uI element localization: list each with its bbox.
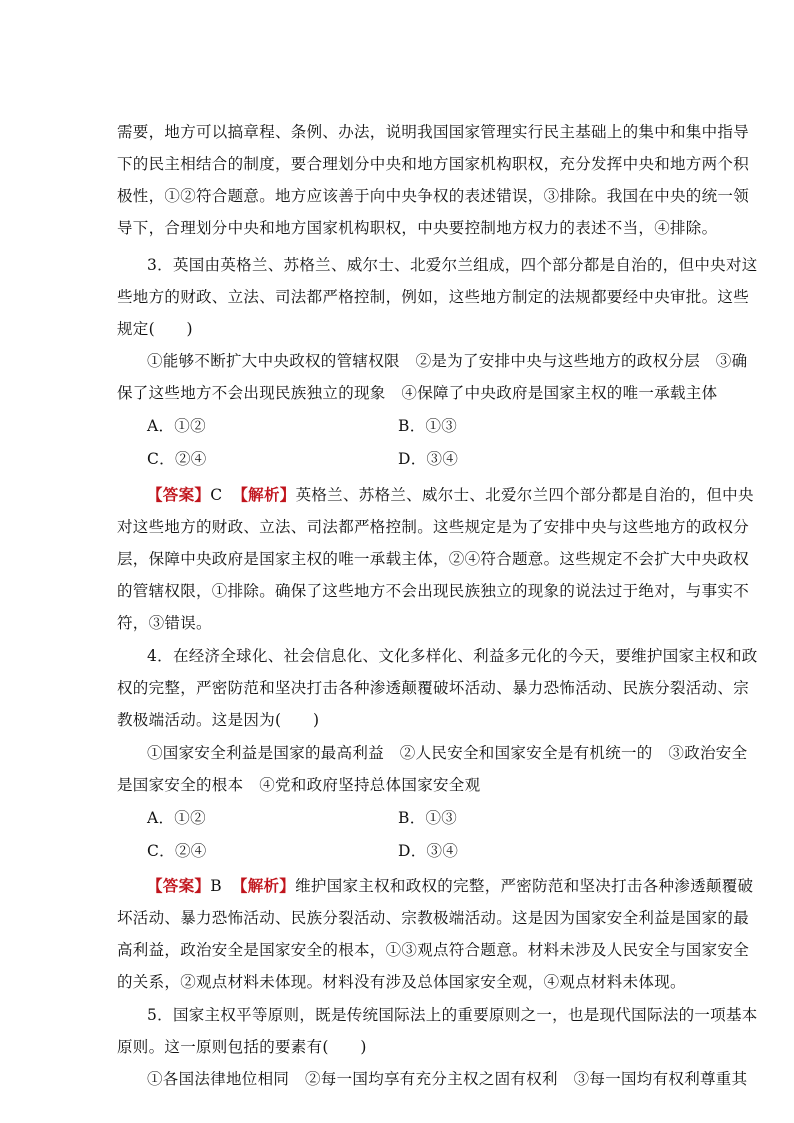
- text-line: 需要，地方可以搞章程、条例、办法，说明我国国家管理实行民主基础上的集中和集中指导: [117, 123, 750, 141]
- q4-option-b: B．①③: [398, 809, 458, 827]
- q5-stem: 原则。这一原则包括的要素有( ): [117, 1038, 367, 1056]
- q3-analysis: 对这些地方的财政、立法、司法都严格控制。这些规定是为了安排中央与这些地方的政权分: [117, 518, 750, 536]
- q4-item: 是国家安全的根本 ④党和政府坚持总体国家安全观: [117, 776, 481, 794]
- q4-option-d: D．③④: [398, 842, 459, 860]
- q4-analysis: 的关系，②观点材料未体现。材料没有涉及总体国家安全观，④观点材料未体现。: [117, 973, 686, 991]
- q3-item: ①能够不断扩大中央政权的管辖权限 ②是为了安排中央与这些地方的政权分层 ③确: [147, 352, 748, 370]
- analysis-text: 维护国家主权和政权的完整，严密防范和坚决打击各种渗透颠覆破: [295, 877, 754, 895]
- analysis-tag: 【解析】: [231, 876, 296, 895]
- q4-stem: 4．在经济全球化、社会信息化、文化多样化、利益多元化的今天，要维护国家主权和政: [147, 647, 758, 665]
- q3-analysis: 的管辖权限，①排除。确保了这些地方不会出现民族独立的现象的说法过于绝对，与事实不: [117, 582, 750, 600]
- q3-analysis: 层，保障中央政府是国家主权的唯一承载主体，②④符合题意。这些规定不会扩大中央政权: [117, 550, 750, 568]
- q5-stem: 5．国家主权平等原则，既是传统国际法上的重要原则之一，也是现代国际法的一项基本: [147, 1006, 758, 1024]
- answer-tag: 【答案】: [147, 485, 211, 504]
- q3-option-b: B．①③: [398, 417, 458, 435]
- q3-analysis: 符，③错误。: [117, 614, 212, 632]
- q3-stem: 规定( ): [117, 320, 193, 338]
- q4-stem: 权的完整，严密防范和坚决打击各种渗透颠覆破坏活动、暴力恐怖活动、民族分裂活动、宗: [117, 679, 750, 697]
- q3-option-d: D．③④: [398, 450, 459, 468]
- q3-option-c: C．②④: [147, 450, 207, 468]
- answer-tag: 【答案】: [147, 876, 211, 895]
- answer-value: B: [210, 877, 222, 895]
- q4-option-a: A．①②: [147, 809, 206, 827]
- q4-item: ①国家安全利益是国家的最高利益 ②人民安全和国家安全是有机统一的 ③政治安全: [147, 744, 748, 762]
- q3-item: 保了这些地方不会出现民族独立的现象 ④保障了中央政府是国家主权的唯一承载主体: [117, 384, 718, 402]
- q3-option-a: A．①②: [147, 417, 206, 435]
- analysis-tag: 【解析】: [232, 485, 296, 504]
- q4-option-c: C．②④: [147, 842, 207, 860]
- q4-answer-line: [147, 875, 753, 897]
- text-line: 导下，合理划分中央和地方国家机构职权，中央要控制地方权力的表述不当，④排除。: [117, 219, 718, 237]
- answer-value: C: [210, 486, 223, 504]
- q4-analysis: 高利益，政治安全是国家安全的根本，①③观点符合题意。材料未涉及人民安全与国家安全: [117, 941, 750, 959]
- q4-stem: 教极端活动。这是因为( ): [117, 711, 320, 729]
- q5-item: ①各国法律地位相同 ②每一国均享有充分主权之固有权利 ③每一国均有权利尊重其: [147, 1070, 748, 1088]
- q3-stem: 3．英国由英格兰、苏格兰、威尔士、北爱尔兰组成，四个部分都是自治的，但中央对这: [147, 256, 758, 274]
- text-line: 极性，①②符合题意。地方应该善于向中央争权的表述错误，③排除。我国在中央的统一领: [117, 187, 750, 205]
- text-line: 下的民主相结合的制度，要合理划分中央和地方国家机构职权，充分发挥中央和地方两个积: [117, 155, 750, 173]
- q3-stem: 些地方的财政、立法、司法都严格控制，例如，这些地方制定的法规都要经中央审批。这些: [117, 288, 750, 306]
- q3-answer-line: [147, 484, 754, 506]
- analysis-text: 英格兰、苏格兰、威尔士、北爱尔兰四个部分都是自治的，但中央: [295, 486, 754, 504]
- q4-analysis: 坏活动、暴力恐怖活动、民族分裂活动、宗教极端活动。这是因为国家安全利益是国家的最: [117, 909, 750, 927]
